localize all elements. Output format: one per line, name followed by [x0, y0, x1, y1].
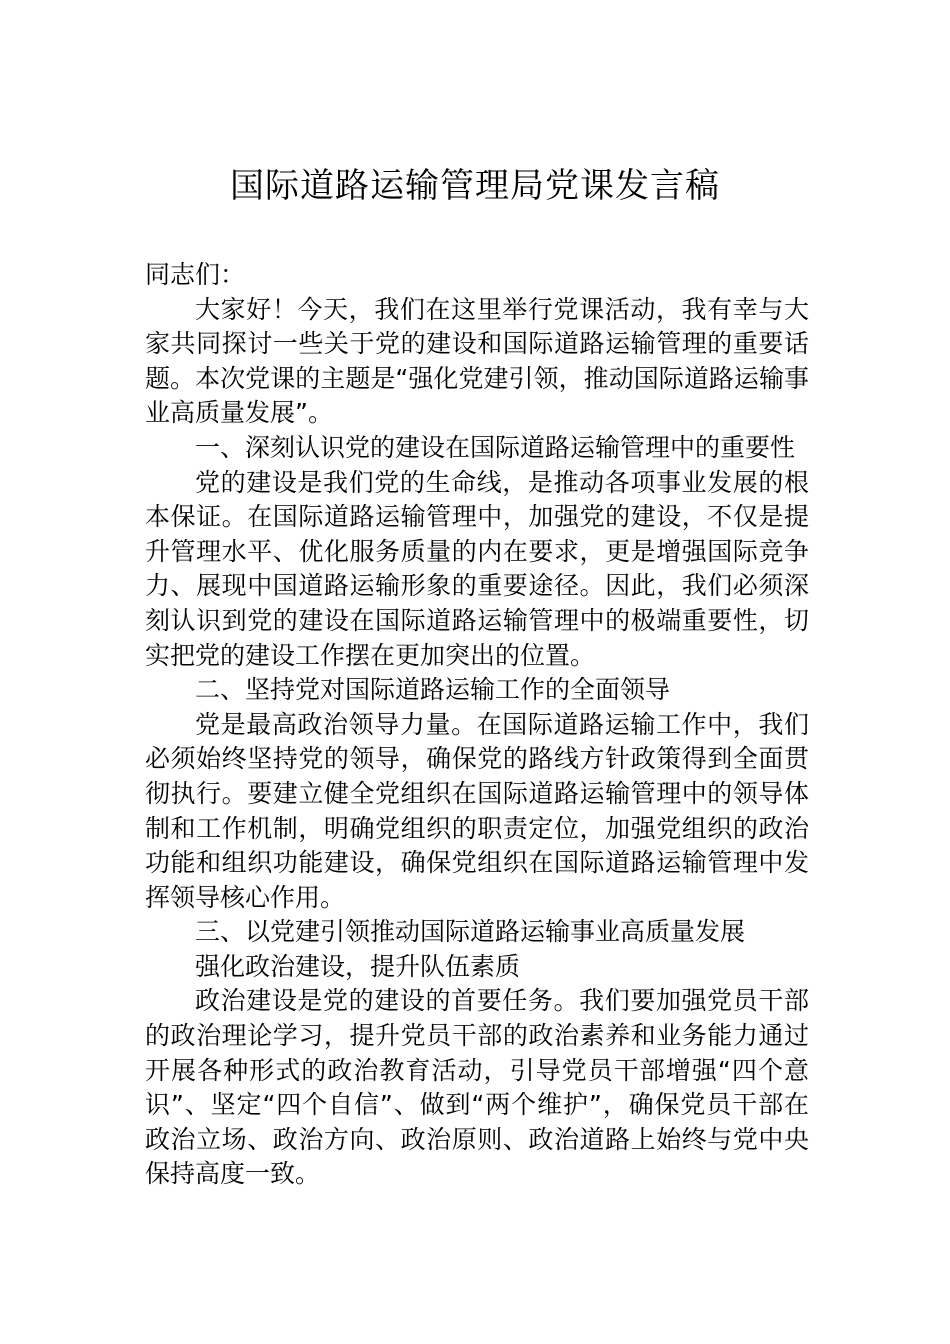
document-title: 国际道路运输管理局党课发言稿	[230, 166, 720, 206]
subsection-heading-1: 强化政治建设，提升队伍素质	[195, 951, 521, 981]
document-body	[145, 258, 809, 1192]
section-heading-3: 三、以党建引领推动国际道路运输事业高质量发展	[195, 917, 746, 947]
paragraph-intro: 大家好！今天，我们在这里举行党课活动，我有幸与大家共同探讨一些关于党的建设和国际道路运输管理的重要话题。本次党课的主题是“强化党建引领，推动国际道路运输事业高质量发展”。	[145, 294, 809, 428]
paragraph-subsection-1: 政治建设是党的建设的首要任务。我们要加强党员干部的政治理论学习，提升党员干部的政治素养和业务能力通过开展各种形式的政治教育活动，引导党员干部增强“四个意识”、坚定“四个自信”、做到“两个维护”，确保党员干部在政治立场、政治方向、政治原则、政治道路上始终与党中央保持高度一致。	[145, 986, 809, 1189]
greeting: 同志们：	[145, 260, 246, 289]
section-heading-1: 一、深刻认识党的建设在国际道路运输管理中的重要性	[195, 432, 796, 462]
section-heading-2: 二、坚持党对国际道路运输工作的全面领导	[195, 675, 671, 705]
paragraph-section-2: 党是最高政治领导力量。在国际道路运输工作中，我们必须始终坚持党的领导，确保党的路线方针政策得到全面贯彻执行。要建立健全党组织在国际道路运输管理中的领导体制和工作机制，明确党组织的职责定位，加强党组织的政治功能和组织功能建设，确保党组织在国际道路运输管理中发挥领导核心作用。	[145, 709, 809, 912]
paragraph-section-1: 党的建设是我们党的生命线，是推动各项事业发展的根本保证。在国际道路运输管理中，加强党的建设，不仅是提升管理水平、优化服务质量的内在要求，更是增强国际竞争力、展现中国道路运输形象的重要途径。因此，我们必须深刻认识到党的建设在国际道路运输管理中的极端重要性，切实把党的建设工作摆在更加突出的位置。	[145, 467, 809, 670]
